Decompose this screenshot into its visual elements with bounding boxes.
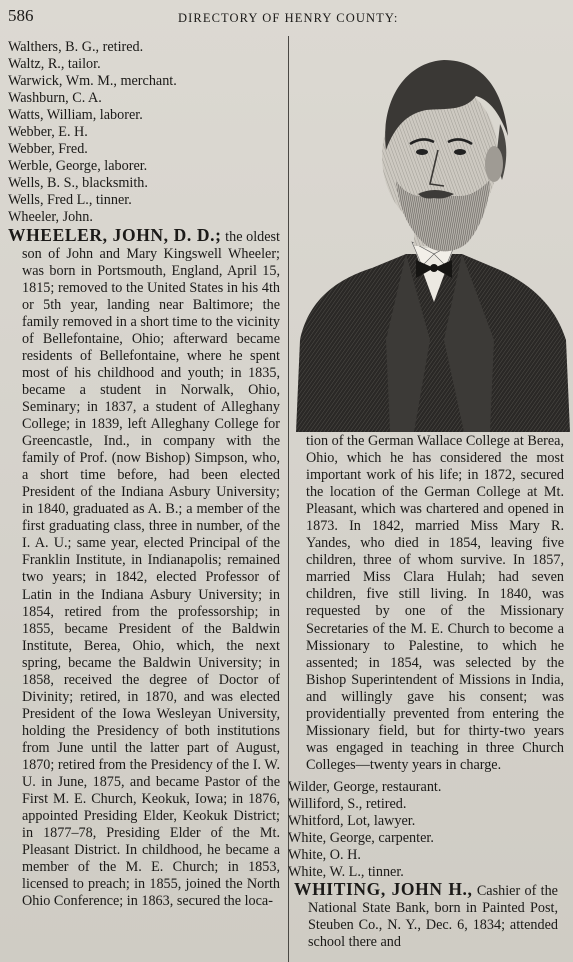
directory-entry: Whitford, Lot, lawyer. bbox=[288, 813, 416, 830]
whiting-bio-text: Cashier of the National State Bank, born in Painted Post, Steuben Co., N. Y., Dec. 6, 1834; attended school there and bbox=[308, 883, 558, 951]
wheeler-bio-continuation: tion of the German Wallace College at Berea, Ohio, which he has considered the most important work of his life; in 1872, secured the location of the German College at Mt. Pleasant, which was chartered and opened in 1873. In 1842, married Miss Mary R. Yandes, who died in 1854, leaving five children, three of whom survive. In 1857, married Miss Clara Hulah; had seven children, five still living. In 1840, was requested by one of the Missionary Secretaries of the M. E. Church to become a Missionary to Palestine, to which he assented; in 1854, was selected by the Bishop Superintendent of Missions in India, and willingly gave his consent; was providentially prevented from entering the Missionary field, but for thirty-two years was engaged in teaching in three Church Colleges—twenty years in charge. bbox=[306, 433, 564, 773]
wheeler-biography bbox=[8, 224, 280, 911]
directory-entry: Wells, Fred L., tinner. bbox=[8, 192, 132, 209]
directory-entry: Waltz, R., tailor. bbox=[8, 56, 101, 73]
directory-entry: White, W. L., tinner. bbox=[288, 864, 404, 881]
left-column bbox=[8, 39, 280, 910]
directory-entry: Williford, S., retired. bbox=[288, 796, 407, 813]
directory-entry: Watts, William, laborer. bbox=[8, 107, 143, 124]
page-number: 586 bbox=[8, 6, 34, 25]
directory-entry: Wilder, George, restaurant. bbox=[288, 779, 442, 795]
directory-entry: Warwick, Wm. M., merchant. bbox=[8, 73, 177, 90]
john-wheeler-portrait bbox=[294, 40, 572, 432]
directory-entry: Wheeler, John. bbox=[8, 209, 93, 226]
directory-entry: Walthers, B. G., retired. bbox=[8, 39, 144, 55]
wheeler-bio-name: WHEELER, JOHN, D. D.; bbox=[8, 224, 222, 245]
running-title: DIRECTORY OF HENRY COUNTY: bbox=[178, 11, 399, 25]
wheeler-bio-text: the oldest son of John and Mary Kingswell Wheeler; was born in Portsmouth, England, April 15, 1815; removed to the United States in his 4th or 5th year, landing near Baltimore; the family removed in a short time to the vicinity of Bellefontaine, Ohio; afterward became residents of Bellefontaine, where he spent most of his childhood and youth; in 1835, became a student in Norwalk, Ohio, Seminary; in 1837, a student of Alleghany College; in 1839, left Alleghany College for Greencastle, Ind., in company with the family of Prof. (now Bishop) Simpson, who, a short time before, had been elected President of the Indiana Asbury University; in 1840, graduated as A. B.; a member of the first graduating class, three in number, of the I. A. U.; same year, elected Principal of the Franklin Institute, in Indianapolis; remained two years; in 1842, elected Professor of Latin in the Indiana Asbury University; in 1854, retired from the professorship; in 1855, became President of the Baldwin Institute, Berea, Ohio, which, the next spring, became the Baldwin University; in 1858, received the degree of Doctor of Divinity; retired, in 1870, and was elected President of the Iowa Wesleyan University, holding the Presidency of both institutions from June until the latter part of August, 1870; retired from the Presidency of the I. W. U. in June, 1875, and became Pastor of the First M. E. Church, Keokuk, Iowa; in 1876, appointed Presiding Elder, Keokuk District; in 1877–78, Presiding Elder of the Mt. Pleasant District. In childhood, he became a member of the M. E. Church; in 1853, licensed to preach; in 1855, joined the North Ohio Conference; in 1863, secured the loca- bbox=[22, 228, 280, 910]
directory-entry: Webber, E. H. bbox=[8, 124, 88, 141]
whiting-bio-name: WHITING, JOHN H., bbox=[294, 879, 473, 900]
directory-entry: Washburn, C. A. bbox=[8, 90, 102, 107]
whiting-biography bbox=[288, 881, 558, 951]
right-column-lower bbox=[288, 779, 558, 951]
right-column-upper bbox=[306, 433, 564, 774]
directory-entry: White, George, carpenter. bbox=[288, 830, 434, 847]
directory-entry: Webber, Fred. bbox=[8, 141, 88, 158]
directory-entry: White, O. H. bbox=[288, 847, 361, 864]
directory-entry: Wells, B. S., blacksmith. bbox=[8, 175, 148, 192]
directory-entry: Werble, George, laborer. bbox=[8, 158, 148, 175]
